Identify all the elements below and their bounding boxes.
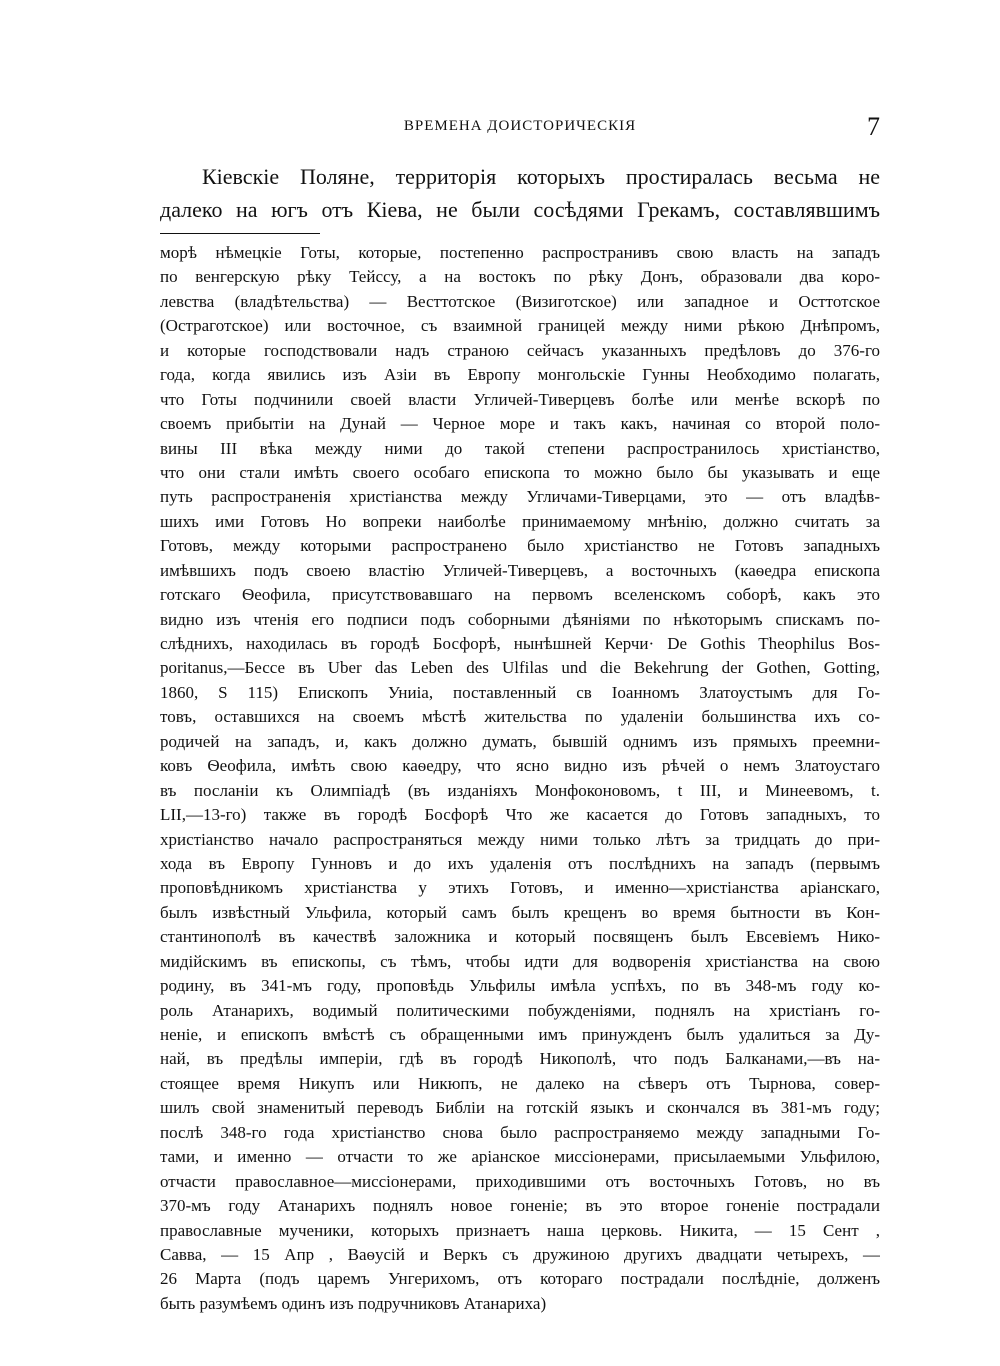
main-text-line: Кіевскіе Поляне, территорія которыхъ простиралась весьма не xyxy=(202,164,880,189)
footnote-line: послѣ 348-го года христіанство снова было распространяемо между западными Го- xyxy=(160,1122,880,1142)
footnote-line: своемъ прибытіи на Дунай — Черное море и такъ какъ, начиная со второй поло- xyxy=(160,414,880,434)
footnote-line: 26 Марта (подъ царемъ Унгерихомъ, отъ котораго пострадали послѣдніе, долженъ xyxy=(160,1269,880,1289)
footnote-line: 370-мъ году Атанарихъ поднялъ новое гоненіе; въ это второе гоненіе пострадали xyxy=(160,1196,880,1216)
footnote-line: тами, и именно — отчасти то же аріанское миссіонерами, присылаемыми Ульфилою, xyxy=(160,1147,880,1167)
footnote-line: что они стали имѣть своего особаго епископа то можно было бы указывать и еще xyxy=(160,462,880,482)
footnote-line: Готовъ, между которыми распространено было христіанство не Готовъ западныхъ xyxy=(160,536,880,556)
footnote-line: быть разумѣемъ одинъ изъ подручниковъ Атанариха) xyxy=(160,1293,547,1313)
running-head xyxy=(160,112,880,148)
footnote-line: проповѣдникомъ христіанства у этихъ Готовъ, и именно—христіанства аріанскаго, xyxy=(160,878,880,898)
footnote-line: морѣ нѣмецкіе Готы, которые, постепенно распространивъ свою власть на западъ xyxy=(160,243,880,262)
footnote-line: (Остраготское) или восточное, съ взаимной границей между ними рѣкою Днѣпромъ, xyxy=(160,316,880,336)
footnote-line: най, въ предѣлы имперіи, гдѣ въ городѣ Никополѣ, что подъ Балканами,—въ на- xyxy=(160,1049,880,1069)
footnote-line: въ посланіи къ Олимпіадѣ (въ изданіяхъ Монфоконовомъ, t III, и Минеевомъ, t. xyxy=(160,780,880,800)
footnote-rule xyxy=(160,233,320,234)
footnote-line: шилъ свой знаменитый переводъ Библіи на готскій языкъ и скончался въ 381-мъ году; xyxy=(160,1098,880,1118)
footnote-line: года, когда явились изъ Азіи въ Европу монгольскіе Гунны Необходимо полагать, xyxy=(160,365,880,385)
footnote-line: роль Атанарихъ, водимый политическими побужденіями, поднялъ на христіанъ го- xyxy=(160,1000,880,1020)
footnote-line: путь распространенія христіанства между Угличами-Тиверцами, это — отъ владѣв- xyxy=(160,487,880,507)
footnote-line: слѣднихъ, находилась въ городѣ Босфорѣ, нынѣшней Керчи· De Gothis Theophilus Bos- xyxy=(160,634,880,653)
footnote-line: что Готы подчинили своей власти Угличей-Тиверцевъ болѣе или менѣе вскорѣ по xyxy=(160,389,880,409)
footnote-line: неніе, и епископъ вмѣстѣ съ обращенными имъ принужденъ былъ удалиться за Ду- xyxy=(160,1025,880,1044)
running-title: ВРЕМЕНА ДОИСТОРИЧЕСКІЯ xyxy=(403,118,637,134)
footnote-line: товъ, оставшихся на своемъ мѣстѣ жительства по удаленіи большинства ихъ со- xyxy=(160,707,880,727)
footnote-line: poritanus,—Бессе въ Uber das Leben des Ulfilas und die Bekehrung der Gothen, Gotting, xyxy=(160,658,880,678)
page-number: 7 xyxy=(867,112,880,141)
footnote-line: родину, въ 341-мъ году, проповѣдь Ульфилы имѣла успѣхъ, по въ 348-мъ году ко- xyxy=(160,976,880,996)
footnote-line: левства (владѣтельства) — Весттотское (Визиготское) или западное и Осттотское xyxy=(160,291,880,311)
footnote-line: и которые господствовали надъ страною сейчасъ указанныхъ предѣловъ до 376-го xyxy=(160,340,880,360)
footnote-line: готскаго Ѳеофила, присутствовавшаго на первомъ вселенскомъ соборѣ, какъ это xyxy=(160,585,880,605)
footnote-line: былъ извѣстный Ульфила, который самъ былъ крещенъ во время бытности въ Кон- xyxy=(160,902,880,922)
footnote-line: отчасти православное—миссіонерами, приходившими отъ восточныхъ Готовъ, но въ xyxy=(160,1171,880,1191)
footnote-line: имѣвшихъ подъ своею властію Угличей-Тиверцевъ, а восточныхъ (каѳедра епископа xyxy=(160,560,880,580)
footnote-line: вины III вѣка между ними до такой степени распространилось христіанство, xyxy=(160,438,880,458)
footnote xyxy=(160,241,880,1316)
footnote-line: православные мученики, которыхъ признаетъ наша церковь. Никита, — 15 Сент , xyxy=(160,1220,880,1240)
footnote-line: ковъ Ѳеофила, имѣть свою каѳедру, что ясно видно изъ рѣчей о немъ Златоустаго xyxy=(160,756,880,776)
footnote-line: мидійскимъ въ епископы, съ тѣмъ, чтобы идти для водворенія христіанства на свою xyxy=(160,951,880,971)
footnote-line: по венгерскую рѣку Тейссу, а на востокъ по рѣку Донъ, образовали два коро- xyxy=(160,267,880,287)
footnote-line: хода въ Европу Гунновъ и до ихъ удаленія отъ послѣднихъ на западъ (первымъ xyxy=(160,853,880,873)
footnote-line: родичей на западъ, и, какъ должно думать, бывшій однимъ изъ прямыхъ преемни- xyxy=(160,731,880,751)
footnote-line: видно изъ чтенія его подписи подъ соборными дѣяніями по нѣкоторымъ спискамъ по- xyxy=(160,609,880,629)
footnote-line: шихъ ими Готовъ Но вопреки наиболѣе принимаемому мнѣнію, должно считать за xyxy=(160,511,880,531)
main-text xyxy=(160,160,880,226)
footnote-line: LII,—13-го) также въ городѣ Босфорѣ Что же касается до Готовъ западныхъ, то xyxy=(160,805,880,825)
footnote-line: христіанство начало распространяться между ними только лѣтъ за тридцать до при- xyxy=(160,829,880,849)
footnote-line: стантинополѣ въ качествѣ заложника и который посвященъ былъ Евсевіемъ Нико- xyxy=(160,927,880,947)
footnote-line: стоящее время Никупъ или Никюпъ, не далеко на сѣверъ отъ Тырнова, совер- xyxy=(160,1073,880,1093)
main-text-line: далеко на югъ отъ Кіева, не были сосѣдями Грекамъ, составлявшимъ xyxy=(160,197,880,222)
footnote-line: Савва, — 15 Апр , Ваѳусій и Веркъ съ дружиною другихъ двадцати четырехъ, — xyxy=(160,1244,880,1264)
footnote-line: 1860, S 115) Епископъ Униіа, поставленный св Іоанномъ Златоустымъ для Го- xyxy=(160,682,880,702)
